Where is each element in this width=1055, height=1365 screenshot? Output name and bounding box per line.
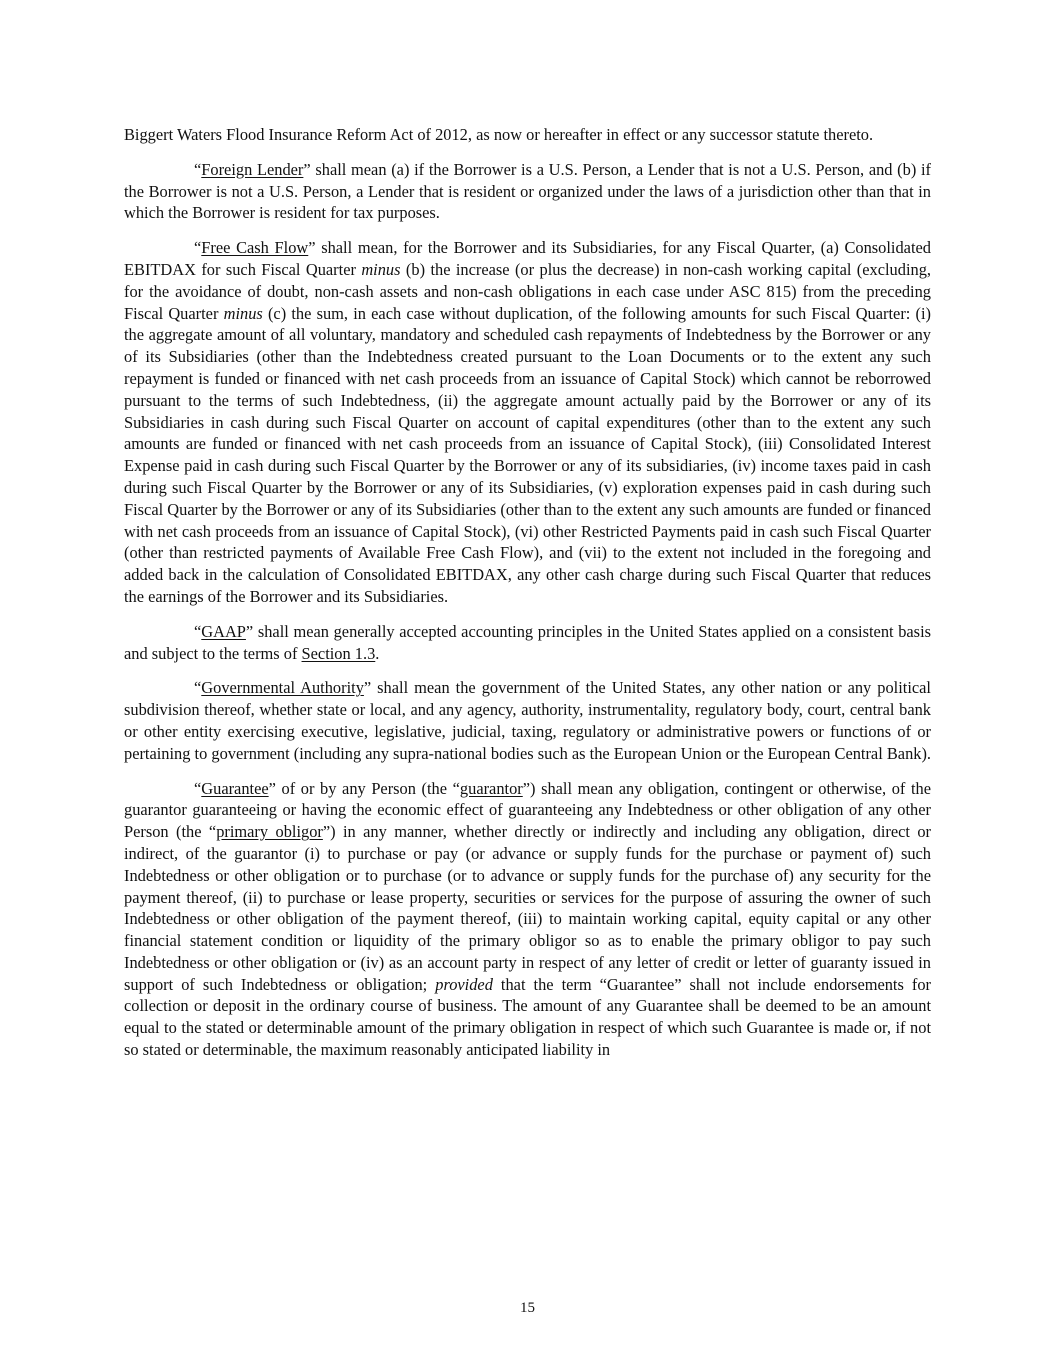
- definition-body-part-3: (c) the sum, in each case without duplication, of the following amounts for such Fiscal Quarter: (i) the aggregate amount of all voluntary, mandatory and scheduled cash repayments of Indebtedness by the Borrower or any of its Subsidiaries (other than the Indebtedness created pursuant to the Loan Documents or to the extent any such repayment is funded or financed with net cash proceeds from an issuance of Capital Stock) which cannot be reborrowed pursuant to the terms of such Indebtedness, (ii) the aggregate amount actually paid by the Borrower or any of its Subsidiaries in cash during such Fiscal Quarter on account of capital expenditures (other than to the extent any such amounts are funded or financed with net cash proceeds from an issuance of Capital Stock), (iii) Consolidated Interest Expense paid in cash during such Fiscal Quarter by the Borrower or any of its subsidiaries, (iv) income taxes paid in cash during such Fiscal Quarter by the Borrower or any of its Subsidiaries, (v) exploration expenses paid in cash during such Fiscal Quarter by the Borrower or any of its Subsidiaries (other than to the extent any such amounts are funded or financed with net cash proceeds from an issuance of Capital Stock), (vi) other Restricted Payments paid in cash such Fiscal Quarter (other than restricted payments of Available Free Cash Flow), and (vii) to the extent not included in the foregoing and added back in the calculation of Consolidated EBITDAX, any other cash charge during such Fiscal Quarter that reduces the earnings of the Borrower and its Subsidiaries.: [124, 303, 931, 606]
- definition-body-part-1: ” of or by any Person (the “: [268, 778, 460, 798]
- definition-guarantee: [124, 778, 931, 1061]
- open-quote: “: [194, 621, 202, 641]
- open-quote: “: [194, 159, 202, 179]
- italic-minus: minus: [361, 259, 401, 279]
- paragraph-continuation: [124, 124, 931, 146]
- defined-term-guarantee: Guarantee: [201, 778, 269, 798]
- defined-term-governmental-authority: Governmental Authority: [201, 678, 364, 698]
- open-quote: “: [194, 238, 202, 258]
- defined-term-gaap: GAAP: [201, 621, 246, 641]
- defined-term-free-cash-flow: Free Cash Flow: [201, 238, 309, 258]
- definition-body-part-1: ” shall mean, for the Borrower and its Subsidiaries, for any Fiscal Quarter, (a) Consolidated EBITDAX for such Fiscal Quarter: [124, 238, 931, 279]
- definition-body-part-3: ”) in any manner, whether directly or indirectly and including any obligation, direct or indirect, of the guarantor (i) to purchase or pay (or advance or supply funds for the purchase or payment of) such Indebtedness or other obligation or to purchase (or to advance or supply funds for the purchase of) any security for the payment thereof, (ii) to purchase or lease property, securities or services for the purpose of assuring the owner of such Indebtedness or other obligation of the payment thereof, (iii) to maintain working capital, equity capital or any other financial statement condition or liquidity of the primary obligor so as to enable the primary obligor to pay such Indebtedness or other obligation or (iv) as an account party in respect of any letter of credit or letter of guaranty issued in support of such Indebtedness or obligation;: [124, 822, 932, 994]
- italic-minus: minus: [223, 303, 263, 323]
- definition-body-part-4: that the term “Guarantee” shall not include endorsements for collection or deposit in the ordinary course of business. The amount of any Guarantee shall be deemed to be an amount equal to the stated or determinable amount of the primary obligation in respect of which such Guarantee is made or, if not so stated or determinable, the maximum reasonably anticipated liability in: [124, 974, 931, 1060]
- definition-governmental-authority: [124, 677, 931, 764]
- definition-body: ” shall mean the government of the United States, any other nation or any political subdivision thereof, whether state or local, and any agency, authority, instrumentality, regulatory body, court, central bank or other entity exercising executive, legislative, judicial, taxing, regulatory or administrative powers or functions of or pertaining to government (including any supra-national bodies such as the European Union or the European Central Bank).: [124, 678, 932, 763]
- definition-body-part-2: (b) the increase (or plus the decrease) in non-cash working capital (excluding, for the avoidance of doubt, non-cash assets and non-cash obligations in each case under ASC 815) from the preceding Fiscal Quarter: [124, 259, 931, 323]
- defined-term-primary-obligor: primary obligor: [216, 822, 323, 842]
- definition-body-part-1: ” shall mean generally accepted accounting principles in the United States applied on a consistent basis and subject to the terms of: [124, 621, 931, 663]
- definition-body: ” shall mean (a) if the Borrower is a U.S. Person, a Lender that is not a U.S. Person, and (b) if the Borrower is not a U.S. Person, a Lender that is resident or organized under the laws of a jurisdiction other than that in which the Borrower is resident for tax purposes.: [124, 159, 932, 223]
- open-quote: “: [194, 678, 202, 698]
- defined-term-guarantor: guarantor: [459, 778, 523, 798]
- paragraph-text: Biggert Waters Flood Insurance Reform Act of 2012, as now or hereafter in effect or any successor statute thereto.: [124, 125, 874, 144]
- definition-body-part-2: .: [375, 643, 380, 663]
- defined-term-foreign-lender: Foreign Lender: [201, 159, 304, 179]
- section-reference: Section 1.3: [301, 643, 376, 663]
- italic-provided: provided: [435, 974, 493, 994]
- page-number: 15: [520, 1300, 535, 1316]
- definition-body-part-2: ”) shall mean any obligation, contingent or otherwise, of the guarantor guaranteeing or having the economic effect of guaranteeing any Indebtedness or other obligation of any other Person (the “: [124, 778, 931, 842]
- definition-gaap: [124, 621, 931, 665]
- document-page: [124, 124, 931, 1074]
- open-quote: “: [194, 778, 202, 798]
- definition-foreign-lender: [124, 159, 931, 224]
- definition-free-cash-flow: [124, 237, 931, 608]
